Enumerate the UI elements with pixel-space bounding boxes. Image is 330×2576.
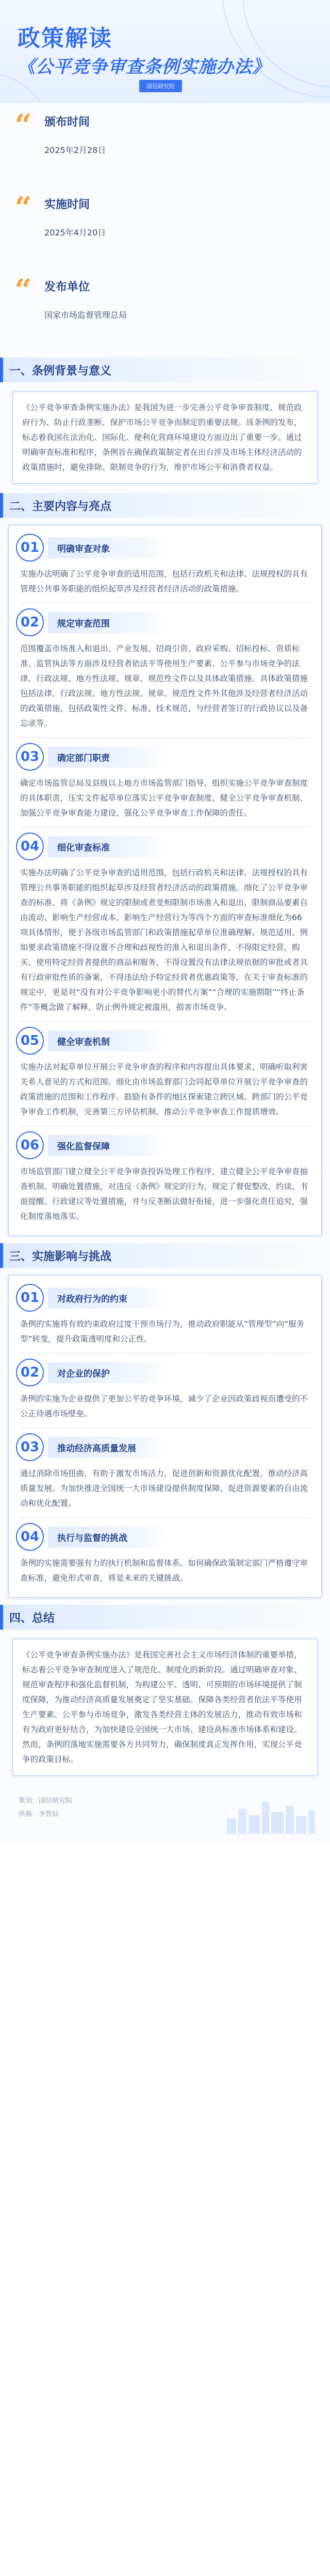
- subsection-title: 对政府行为的约束: [48, 1287, 167, 1309]
- summary-text: 《公平竞争审查条例实施办法》是我国完善社会主义市场经济体制的重要举措，标志着公平竞争审查制度进入了规范化、制度化的新阶段。通过明确审查对象、规范审查程序和强化监督机制，为构建公平、透明、可预期的市场环境提供了制度保障，为推动经济高质量发展奠定了坚实基础。保障各类经营者依法平等使用生产要素、公平参与市场竞争，激发各类经营主体的发展活力，推动有效市场和有为政府更好结合，为加快建设全国统一大市场、建设高标准市场体系和建设。然而，条例的落地实施需要各方共同努力，确保制度真正发挥作用，实现公平竞争的政策目标。: [22, 1650, 302, 1764]
- info-value: 2025年2月28日: [44, 145, 106, 155]
- info-label: 发布单位: [44, 281, 90, 294]
- subsection-text: 通过消除市场扭曲，有助于激发市场活力，促进创新和资源优化配置，推动经济高质量发展。为加快推进全国统一大市场建设提供制度保障，促进资源要素的自由流动和优化配置。: [20, 1469, 308, 1508]
- number-badge: 06: [16, 1131, 44, 1159]
- section-title-text: 四、总结: [9, 1612, 55, 1625]
- subsection: [16, 1283, 314, 1353]
- subsection-title: 对企业的保护: [48, 1362, 167, 1383]
- subsection-text: 条例的实施需要强有力的执行机制和监督体系。如何确保政策制定部门严格遵守审查标准，避免形式审查，将是未来的关键挑战。: [20, 1558, 308, 1583]
- subsection-text: 条例的实施为企业提供了更加公平的竞争环境，减少了企业因政策歧视而遭受的不公正待遇市场壁垒。: [20, 1394, 308, 1418]
- number-badge: 04: [16, 1523, 44, 1551]
- quote-mark-icon: “: [14, 190, 32, 225]
- number-badge: 03: [16, 1433, 44, 1461]
- number-badge: 05: [16, 1027, 44, 1055]
- divider: [20, 1517, 310, 1518]
- section-title-impact: [0, 1243, 330, 1268]
- info-item-issuer: [12, 275, 318, 347]
- header-banner: [0, 0, 330, 103]
- subsection: [16, 533, 314, 603]
- impact-box: [8, 1275, 322, 1598]
- subsection-text: 实施办法对起草单位开展公平竞争审查的程序和内容提出具体要求，明确听取利害关系人意见的方式和范围。细化由市场监督部门会同起草单位开展公平竞争审查的政策措施的范围和工作程序。鼓励有条件的地区探索建立跨区域、跨部门的公平竞争审查工作机制，完善第三方评估机制、推动公平竞争审查工作提质增效。: [20, 1062, 308, 1116]
- quote-mark-icon: “: [14, 108, 32, 143]
- subsection-title: 规定审查范围: [48, 612, 167, 633]
- subsection-text: 确定市场监管总局及县级以上地方市场监管部门指导、组织实施公平竞争审查制度的具体职责，压实文件起草单位落实公平竞争审查制度、健全公平竞争审查机制、加强公平竞争审查能力建设、强化公平竞争审查工作保障的责任。: [20, 778, 308, 818]
- subsection: [16, 1130, 314, 1229]
- section-title-text: 三、实施影响与挑战: [9, 1250, 112, 1263]
- subsection-text: 实施办法明确了公平竞争审查的适用范围，包括行政机关和法律、法规授权的具有管理公共事务职能的组织起草涉及经营者经济活动的政策措施。细化了公平竞争审查的标准，将《条例》规定的限制或者变相限制市场准入和退出、限制商品要素自由流动、影响生产经营成本、影响生产经营行为等四个方面的审查标准细化为66项具体情形，便于各级市场监管部门和政策措施起草单位准确理解、规范适用。例如要求政策措施不得设置不合理和歧视性的准入和退出条件，不得限定经营、购买、使用特定经营者提供的商品和服务，不得设置没有法律法规依据的审批或者具有行政审批性质的备案，不得违法给予特定经营者优惠政策等。在关于审查标准的规定中，更是对“没有对公平竞争影响更小的替代方案”“合理的实施期限”“终止条件”等概念做了解释，防止例外规定被滥用，损害市场竞争。: [20, 868, 308, 1012]
- subsection: [16, 1026, 314, 1126]
- background-card: [12, 392, 318, 484]
- section-title-background: [0, 358, 330, 382]
- subsection-title: 确定部门职责: [48, 747, 167, 768]
- subsection: [16, 742, 314, 827]
- summary-card: [12, 1639, 318, 1776]
- editor-credit: 供稿：李智仙: [19, 1810, 59, 1818]
- subsection-text: 实施办法明确了公平竞争审查的适用范围，包括行政机关和法律、法规授权的具有管理公共事务职能的组织起草涉及经营者经济活动的政策措施。: [20, 569, 308, 594]
- number-badge: 04: [16, 833, 44, 860]
- section-title-content: [0, 493, 330, 518]
- subsection-title: 执行与监督的挑战: [48, 1527, 167, 1548]
- info-label: 颁布时间: [44, 116, 90, 129]
- page-title: 政策解读: [18, 25, 112, 52]
- subsection-title: 明确审查对象: [48, 537, 167, 558]
- subsection: [16, 607, 314, 738]
- subsection-text: 市场监管部门建立健全公平竞争审查投诉处理工作程序，建立健全公平竞争审查抽查机制、明确处置措施，对违反《条例》规定的行为，规定了督促整改、约谈、书面提醒、行政建议等处置措施，并与反垄断法做好衔接，进一步强化责任追究，强化制度落地落实。: [20, 1167, 308, 1221]
- info-value: 国家市场监督管理总局: [44, 310, 127, 320]
- planner-credit: 策划：国信研究院: [19, 1797, 73, 1805]
- quote-mark-icon: “: [14, 273, 32, 308]
- divider: [20, 1021, 310, 1022]
- subsection: [16, 832, 314, 1022]
- info-list: [0, 103, 330, 358]
- section-title-text: 一、条例背景与意义: [9, 364, 112, 378]
- subsection: [16, 1358, 314, 1428]
- number-badge: 02: [16, 1359, 44, 1386]
- section-title-summary: [0, 1605, 330, 1630]
- skyline-decoration: [227, 1798, 315, 1834]
- section-title-text: 二、主要内容与亮点: [9, 500, 112, 513]
- subsection-title: 强化监督保障: [48, 1135, 167, 1156]
- background-text: 《公平竞争审查条例实施办法》是我国为进一步完善公平竞争审查制度、规范政府行为、防止行政垄断、保护市场公平竞争而制定的重要法规。该条例的发布，标志着我国在法治化、国际化、便利化营商环境建设方面迈出了重要一步。通过明确审查标准和程序，条例旨在确保政策制定者在出台涉及市场主体经济活动的政策措施时，避免排除、限制竞争的行为，维护市场公平和消费者权益。: [22, 403, 302, 472]
- number-badge: 01: [16, 1284, 44, 1312]
- info-item-issue-date: [12, 110, 318, 188]
- subsection: [16, 1432, 314, 1518]
- subsection: [16, 1522, 314, 1591]
- divider: [20, 737, 310, 738]
- info-item-effective-date: [12, 190, 318, 270]
- content-box: [8, 525, 322, 1236]
- info-label: 实施时间: [44, 198, 90, 211]
- page-subtitle: 《公平竞争审查条例实施办法》: [18, 57, 270, 77]
- number-badge: 02: [16, 608, 44, 636]
- subsection-text: 范围覆盖市场准入和退出、产业发展、招商引资、政府采购、招标投标、资质标准、监管执法等方面涉及经营者依法平等使用生产要素、公平参与市场竞争的法律、行政法规、地方性法规、规章、规范性文件以及具体政策措施。具体政策措施包括法律、行政法规、地方性法规、规章、规范性文件外其他涉及经营者经济活动的政策措施，包括政策性文件、标准、技术规范、与经营者签订的行政协议以及备忘录等。: [20, 644, 308, 728]
- subsection-title: 健全审查机制: [48, 1030, 167, 1052]
- info-value: 2025年4月20日: [44, 228, 106, 238]
- footer: [0, 1785, 330, 1842]
- number-badge: 03: [16, 743, 44, 771]
- source-badge: 国信研究院: [139, 80, 182, 92]
- subsection-title: 推动经济高质量发展: [48, 1437, 167, 1458]
- subsection-title: 细化审查标准: [48, 836, 167, 857]
- number-badge: 01: [16, 534, 44, 562]
- subsection-text: 条例的实施将有效约束政府过度干预市场行为，推动政府职能从“管理型”向“服务型”转变，提升政策透明度和公正性。: [20, 1319, 305, 1344]
